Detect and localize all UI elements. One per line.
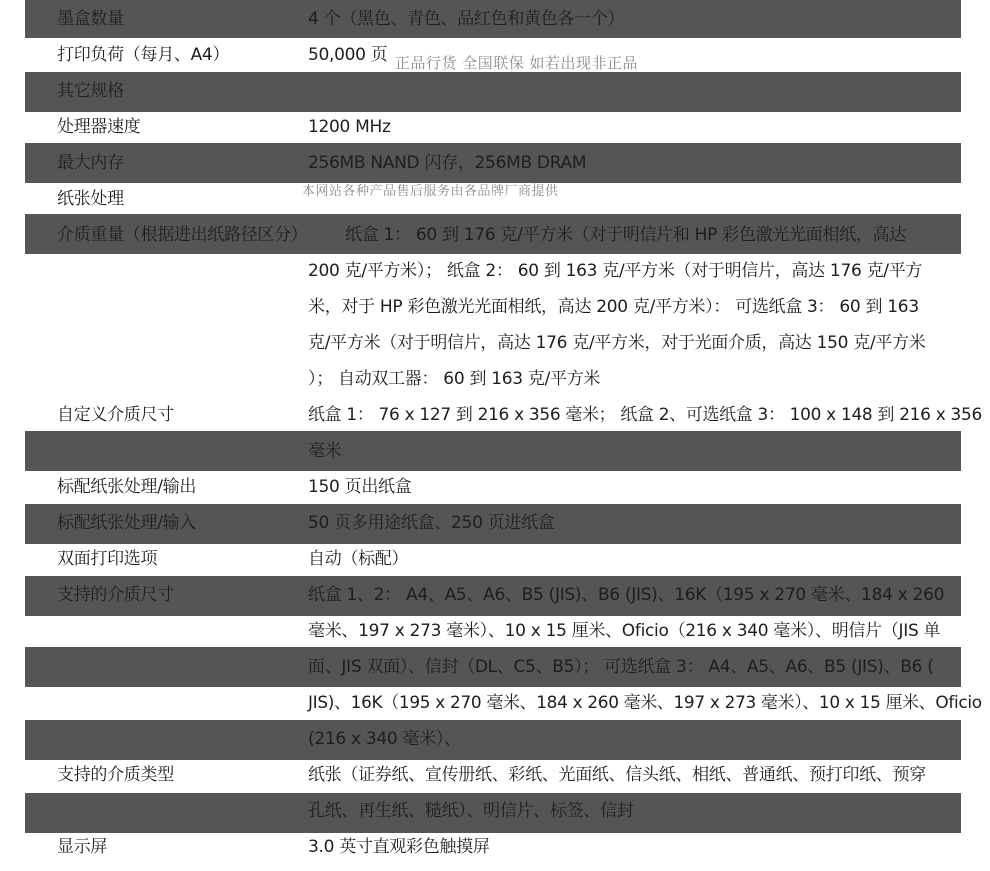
watermark-line-1: 正品行货 全国联保 如若出现非正品	[395, 54, 639, 72]
row-band	[25, 72, 961, 112]
spec-value-line: 纸盒 1： 60 到 176 克/平方米（对于明信片和 HP 彩色激光光面相纸，高达	[345, 225, 906, 245]
spec-value: 自动（标配）	[308, 549, 409, 569]
spec-label: 墨盒数量	[57, 9, 124, 29]
spec-value-line: 面、JIS 双面）、信封（DL、C5、B5）； 可选纸盒 3： A4、A5、A6、B5 (JIS)、B6 (	[308, 657, 934, 677]
spec-value-line: 孔纸、再生纸、糙纸）、明信片、标签、信封	[308, 801, 634, 821]
row-band	[25, 431, 961, 471]
spec-value-line: JIS)、16K（195 x 270 毫米、184 x 260 毫米、197 x 273 毫米）、10 x 15 厘米、Oficio	[308, 693, 982, 713]
spec-label: 双面打印选项	[57, 549, 158, 569]
spec-value-line: ）； 自动双工器： 60 到 163 克/平方米	[308, 369, 601, 389]
spec-value-line: 克/平方米（对于明信片，高达 176 克/平方米，对于光面介质，高达 150 克/平方米	[308, 333, 926, 353]
spec-value: 50,000 页	[308, 45, 388, 65]
spec-label: 标配纸张处理/输入	[57, 513, 197, 533]
spec-value-line: (216 x 340 毫米）、	[308, 729, 461, 749]
row-band	[25, 720, 961, 760]
section-heading: 纸张处理	[57, 189, 124, 209]
spec-label: 打印负荷（每月、A4）	[57, 45, 230, 65]
spec-value: 4 个（黑色、青色、品红色和黄色各一个）	[308, 9, 625, 29]
spec-value-line: 纸盒 1： 76 x 127 到 216 x 356 毫米； 纸盒 2、可选纸盒 3： 100 x 148 到 216 x 356	[308, 405, 982, 425]
spec-value: 256MB NAND 闪存，256MB DRAM	[308, 153, 587, 173]
spec-label: 介质重量（根据进出纸路径区分）	[57, 225, 308, 245]
spec-value-line: 纸盒 1、2： A4、A5、A6、B5 (JIS)、B6 (JIS)、16K（195 x 270 毫米、184 x 260	[308, 585, 945, 605]
spec-label: 标配纸张处理/输出	[57, 477, 197, 497]
section-heading: 其它规格	[57, 81, 124, 101]
spec-value-line: 毫米、197 x 273 毫米）、10 x 15 厘米、Oficio（216 x 340 毫米）、明信片（JIS 单	[308, 621, 941, 641]
spec-label: 处理器速度	[57, 117, 141, 137]
spec-label: 显示屏	[57, 837, 108, 857]
spec-label: 最大内存	[57, 153, 124, 173]
spec-label: 自定义介质尺寸	[57, 405, 174, 425]
watermark-line-2: 本网站各种产品售后服务由各品牌厂商提供	[302, 184, 559, 199]
spec-value-line: 毫米	[308, 441, 342, 461]
spec-label: 支持的介质类型	[57, 765, 174, 785]
spec-value: 50 页多用途纸盒、250 页进纸盒	[308, 513, 555, 533]
spec-label: 支持的介质尺寸	[57, 585, 174, 605]
spec-value-line: 米，对于 HP 彩色激光光面相纸，高达 200 克/平方米）： 可选纸盒 3： 60 到 163	[308, 297, 919, 317]
spec-value: 1200 MHz	[308, 117, 391, 137]
spec-value-line: 纸张（证券纸、宣传册纸、彩纸、光面纸、信头纸、相纸、普通纸、预打印纸、预穿	[308, 765, 926, 785]
spec-value: 150 页出纸盒	[308, 477, 412, 497]
spec-value: 3.0 英寸直观彩色触摸屏	[308, 837, 490, 857]
spec-value-line: 200 克/平方米）； 纸盒 2： 60 到 163 克/平方米（对于明信片，高达 176 克/平方	[308, 261, 923, 281]
